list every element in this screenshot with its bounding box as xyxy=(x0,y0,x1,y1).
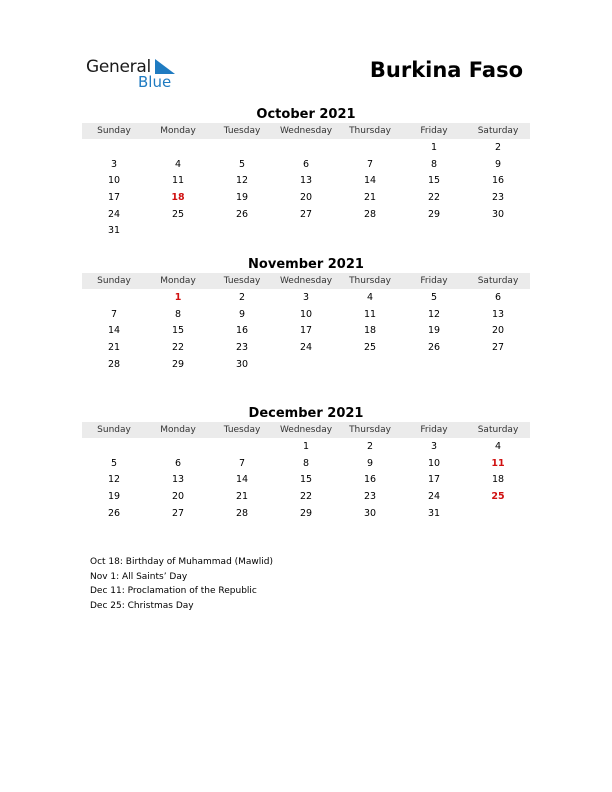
day-cell: 7 xyxy=(238,457,246,469)
day-cell: 16 xyxy=(363,474,377,486)
day-cell: 24 xyxy=(107,208,121,220)
weekday-header: Wednesday xyxy=(274,273,338,289)
day-cell: 4 xyxy=(494,440,502,452)
day-cell: 14 xyxy=(235,474,249,486)
day-cell: 15 xyxy=(299,474,313,486)
day-cell: 3 xyxy=(302,291,310,303)
empty-day-cell xyxy=(210,139,274,156)
day-cell: 14 xyxy=(363,175,377,187)
weekday-header: Thursday xyxy=(338,273,402,289)
day-cell: 22 xyxy=(171,341,185,353)
empty-day-cell xyxy=(82,438,146,455)
empty-day-cell xyxy=(338,356,402,373)
weekday-header: Saturday xyxy=(466,422,530,438)
day-cell: 11 xyxy=(491,457,505,469)
day-cell: 30 xyxy=(363,507,377,519)
day-cell: 25 xyxy=(363,341,377,353)
day-cell: 21 xyxy=(235,490,249,502)
empty-day-cell xyxy=(274,139,338,156)
logo-triangle-icon xyxy=(155,59,175,74)
day-cell: 13 xyxy=(491,308,505,320)
day-cell: 16 xyxy=(235,325,249,337)
empty-day-cell xyxy=(402,356,466,373)
day-cell: 18 xyxy=(363,325,377,337)
day-cell: 21 xyxy=(363,191,377,203)
month-title: December 2021 xyxy=(248,406,364,421)
day-cell: 2 xyxy=(494,141,502,153)
day-cell: 20 xyxy=(171,490,185,502)
day-cell: 1 xyxy=(430,141,438,153)
day-cell: 25 xyxy=(171,208,185,220)
weekday-header: Sunday xyxy=(82,273,146,289)
day-cell: 5 xyxy=(238,158,246,170)
week-row xyxy=(82,156,530,173)
day-cell: 9 xyxy=(494,158,502,170)
empty-day-cell xyxy=(466,222,530,239)
empty-day-cell xyxy=(210,222,274,239)
day-cell: 23 xyxy=(363,490,377,502)
logo-text-general: General xyxy=(86,57,151,77)
day-cell: 31 xyxy=(427,507,441,519)
day-cell: 23 xyxy=(235,341,249,353)
week-row xyxy=(82,339,530,356)
day-cell: 8 xyxy=(430,158,438,170)
weekday-header: Thursday xyxy=(338,422,402,438)
week-row xyxy=(82,471,530,488)
day-cell: 10 xyxy=(299,308,313,320)
week-row xyxy=(82,289,530,306)
day-cell: 24 xyxy=(299,341,313,353)
weekday-header-row xyxy=(82,422,530,438)
day-cell: 26 xyxy=(107,507,121,519)
week-row xyxy=(82,322,530,339)
day-cell: 2 xyxy=(366,440,374,452)
empty-day-cell xyxy=(146,222,210,239)
day-cell: 3 xyxy=(110,158,118,170)
day-cell: 30 xyxy=(491,208,505,220)
empty-day-cell xyxy=(338,222,402,239)
empty-day-cell xyxy=(274,222,338,239)
day-cell: 13 xyxy=(171,474,185,486)
week-row xyxy=(82,222,530,239)
weekday-header: Saturday xyxy=(466,273,530,289)
day-cell: 1 xyxy=(302,440,310,452)
empty-day-cell xyxy=(146,139,210,156)
logo-text-blue: Blue xyxy=(138,73,172,91)
day-cell: 8 xyxy=(174,308,182,320)
day-cell: 19 xyxy=(235,191,249,203)
holiday-note: Nov 1: All Saints’ Day xyxy=(90,571,188,582)
holiday-notes xyxy=(90,555,273,613)
weekday-header: Sunday xyxy=(82,123,146,139)
empty-day-cell xyxy=(82,139,146,156)
day-cell: 20 xyxy=(299,191,313,203)
week-row xyxy=(82,139,530,156)
day-cell: 28 xyxy=(235,507,249,519)
empty-day-cell xyxy=(146,438,210,455)
day-cell: 9 xyxy=(366,457,374,469)
day-cell: 22 xyxy=(427,191,441,203)
day-cell: 6 xyxy=(302,158,310,170)
day-cell: 5 xyxy=(110,457,118,469)
empty-day-cell xyxy=(466,356,530,373)
calendar-grid xyxy=(82,273,530,372)
week-row xyxy=(82,505,530,522)
day-cell: 31 xyxy=(107,225,121,237)
day-cell: 28 xyxy=(363,208,377,220)
weekday-header: Tuesday xyxy=(210,422,274,438)
week-row xyxy=(82,172,530,189)
month-title: November 2021 xyxy=(248,257,364,272)
day-cell: 24 xyxy=(427,490,441,502)
empty-day-cell xyxy=(402,222,466,239)
holiday-note: Oct 18: Birthday of Muhammad (Mawlid) xyxy=(90,557,274,567)
day-cell: 5 xyxy=(430,291,438,303)
day-cell: 16 xyxy=(491,175,505,187)
day-cell: 4 xyxy=(174,158,182,170)
month-title: October 2021 xyxy=(256,107,356,122)
empty-day-cell xyxy=(274,356,338,373)
weekday-header: Thursday xyxy=(338,123,402,139)
day-cell: 18 xyxy=(171,191,185,203)
day-cell: 25 xyxy=(491,490,505,502)
empty-day-cell xyxy=(466,505,530,522)
week-row xyxy=(82,189,530,206)
holiday-note: Dec 25: Christmas Day xyxy=(90,600,194,611)
day-cell: 15 xyxy=(171,325,185,337)
weekday-header: Monday xyxy=(146,273,210,289)
empty-day-cell xyxy=(82,289,146,306)
day-cell: 2 xyxy=(238,291,246,303)
day-cell: 12 xyxy=(107,474,121,486)
month-december xyxy=(82,405,530,521)
day-cell: 27 xyxy=(171,507,185,519)
day-cell: 28 xyxy=(107,358,121,370)
day-cell: 19 xyxy=(427,325,441,337)
day-cell: 30 xyxy=(235,358,249,370)
day-cell: 27 xyxy=(491,341,505,353)
week-row xyxy=(82,455,530,472)
day-cell: 29 xyxy=(427,208,441,220)
day-cell: 7 xyxy=(110,308,118,320)
day-cell: 21 xyxy=(107,341,121,353)
day-cell: 4 xyxy=(366,291,374,303)
day-cell: 29 xyxy=(299,507,313,519)
calendar-grid xyxy=(82,422,530,521)
week-row xyxy=(82,356,530,373)
day-cell: 13 xyxy=(299,175,313,187)
country-title: Burkina Faso xyxy=(369,58,523,82)
day-cell: 19 xyxy=(107,490,121,502)
weekday-header: Sunday xyxy=(82,422,146,438)
day-cell: 10 xyxy=(107,175,121,187)
weekday-header: Monday xyxy=(146,123,210,139)
calendar-grid xyxy=(82,123,530,239)
day-cell: 1 xyxy=(174,291,182,303)
empty-day-cell xyxy=(338,139,402,156)
logo xyxy=(86,57,196,93)
weekday-header: Friday xyxy=(402,422,466,438)
day-cell: 29 xyxy=(171,358,185,370)
day-cell: 6 xyxy=(174,457,182,469)
day-cell: 23 xyxy=(491,191,505,203)
week-row xyxy=(82,206,530,223)
day-cell: 8 xyxy=(302,457,310,469)
weekday-header: Friday xyxy=(402,273,466,289)
day-cell: 11 xyxy=(171,175,185,187)
day-cell: 15 xyxy=(427,175,441,187)
weekday-header: Tuesday xyxy=(210,123,274,139)
weekday-header-row xyxy=(82,123,530,139)
week-row xyxy=(82,488,530,505)
day-cell: 12 xyxy=(427,308,441,320)
weekday-header: Friday xyxy=(402,123,466,139)
month-october xyxy=(82,106,530,239)
day-cell: 20 xyxy=(491,325,505,337)
day-cell: 11 xyxy=(363,308,377,320)
day-cell: 27 xyxy=(299,208,313,220)
day-cell: 17 xyxy=(427,474,441,486)
weekday-header: Wednesday xyxy=(274,422,338,438)
day-cell: 6 xyxy=(494,291,502,303)
month-november xyxy=(82,256,530,372)
holiday-note: Dec 11: Proclamation of the Republic xyxy=(90,586,257,596)
day-cell: 17 xyxy=(107,191,121,203)
weekday-header: Wednesday xyxy=(274,123,338,139)
week-row xyxy=(82,306,530,323)
day-cell: 3 xyxy=(430,440,438,452)
day-cell: 14 xyxy=(107,325,121,337)
weekday-header-row xyxy=(82,273,530,289)
week-row xyxy=(82,438,530,455)
day-cell: 22 xyxy=(299,490,313,502)
empty-day-cell xyxy=(210,438,274,455)
day-cell: 26 xyxy=(427,341,441,353)
day-cell: 9 xyxy=(238,308,246,320)
day-cell: 18 xyxy=(491,474,505,486)
day-cell: 17 xyxy=(299,325,313,337)
weekday-header: Tuesday xyxy=(210,273,274,289)
weekday-header: Saturday xyxy=(466,123,530,139)
day-cell: 10 xyxy=(427,457,441,469)
weekday-header: Monday xyxy=(146,422,210,438)
day-cell: 26 xyxy=(235,208,249,220)
day-cell: 7 xyxy=(366,158,374,170)
day-cell: 12 xyxy=(235,175,249,187)
